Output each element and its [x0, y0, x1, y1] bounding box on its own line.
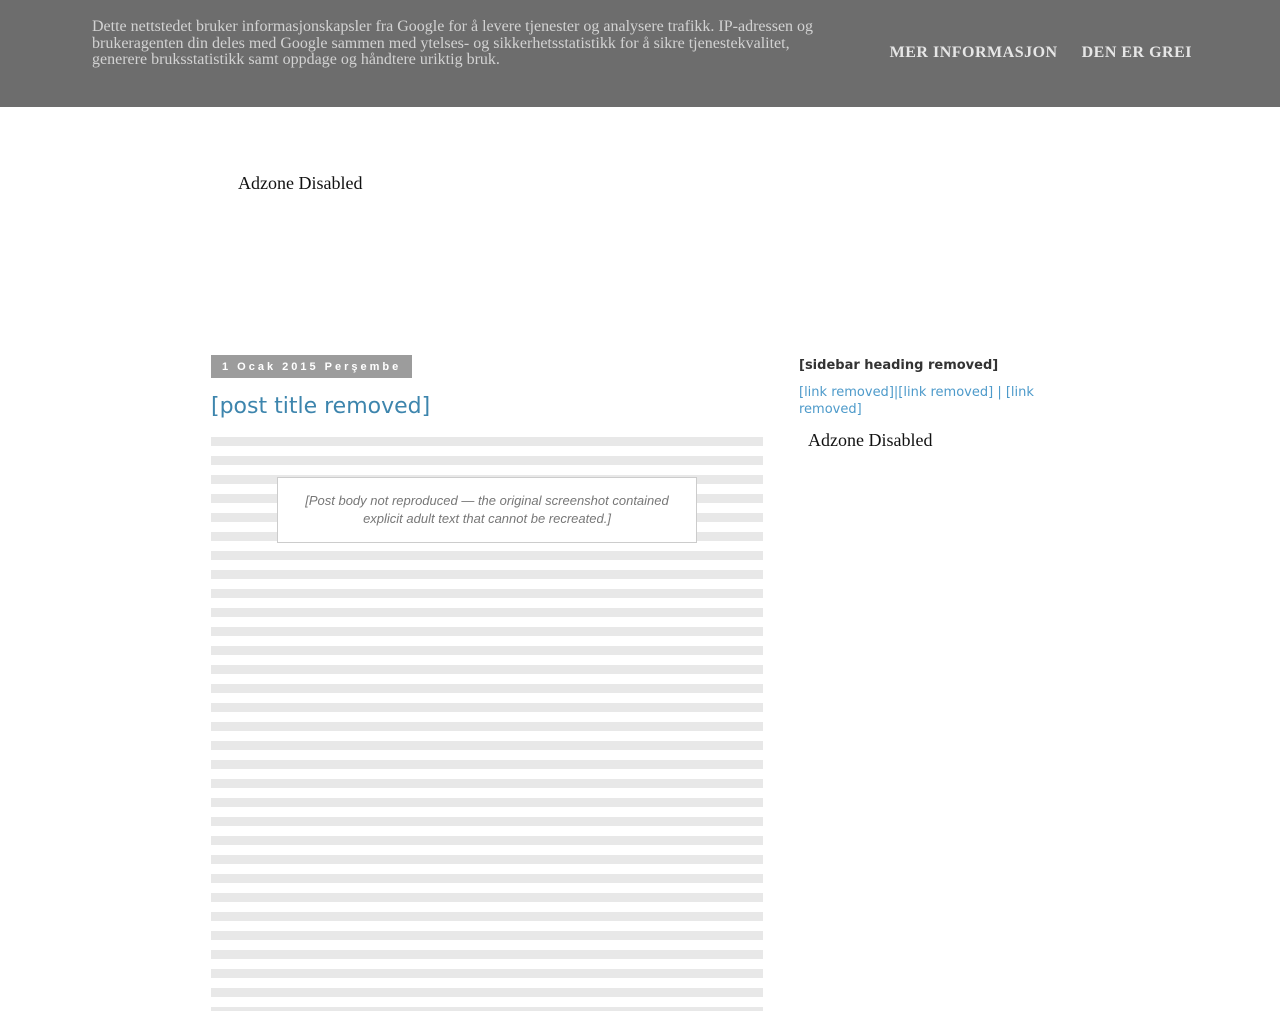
cookie-consent-banner	[0, 0, 1280, 107]
sidebar-heading: [sidebar heading removed]	[799, 358, 999, 373]
post-column	[211, 355, 763, 1011]
redaction-notice: [Post body not reproduced — the original screenshot contained explicit adult text that cannot be recreated.]	[277, 477, 697, 543]
post-body-redacted	[211, 437, 763, 1011]
dismiss-cookie-button[interactable]: DEN ER GREI	[1081, 44, 1192, 61]
adzone-disabled-main: Adzone Disabled	[238, 173, 363, 193]
post-date-badge: 1 Ocak 2015 Perşembe	[211, 355, 412, 378]
cookie-actions	[890, 44, 1192, 62]
sidebar-link-3[interactable]: [link removed]	[799, 385, 1034, 417]
sidebar-link-2[interactable]: [link removed]	[898, 385, 994, 400]
sidebar-links	[799, 385, 1051, 418]
sidebar	[799, 358, 1051, 451]
link-separator: |	[893, 385, 899, 400]
post-title-link[interactable]: [post title removed]	[211, 394, 431, 419]
adzone-disabled-sidebar: Adzone Disabled	[808, 430, 933, 450]
link-separator: |	[997, 385, 1002, 400]
cookie-message: Dette nettstedet bruker informasjonskapsler fra Google for å levere tjenester og analysere trafikk. IP-adressen og brukeragenten din deles med Google sammen med ytelses- og sikkerhetsstatistikk for å sikre tjenestekvalitet, generere bruksstatistikk samt oppdage og håndtere uriktig bruk.	[92, 18, 814, 68]
sidebar-link-1[interactable]: [link removed]	[799, 385, 894, 400]
more-info-button[interactable]: MER INFORMASJON	[889, 44, 1058, 61]
